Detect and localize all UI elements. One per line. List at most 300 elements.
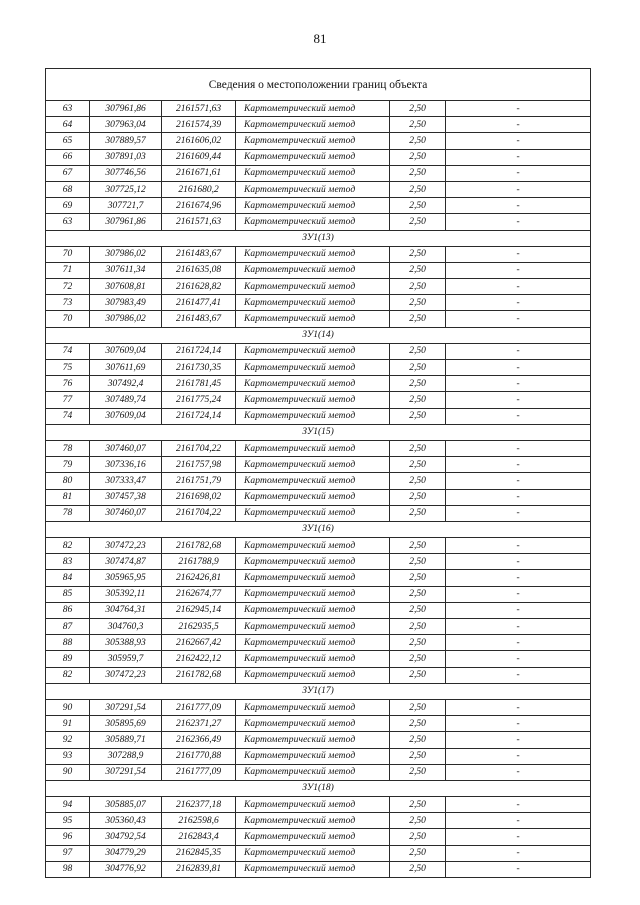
- accuracy-cell: 2,50: [390, 392, 446, 408]
- accuracy-cell: 2,50: [390, 408, 446, 424]
- method-cell: Картометрический метод: [236, 813, 390, 829]
- table-row: [46, 602, 591, 618]
- description-cell: -: [446, 651, 591, 667]
- coord-y-cell: 2161571,63: [162, 101, 236, 117]
- method-cell: Картометрический метод: [236, 360, 390, 376]
- description-cell: -: [446, 117, 591, 133]
- coord-y-cell: 2161609,44: [162, 149, 236, 165]
- method-cell: Картометрический метод: [236, 586, 390, 602]
- coord-x-cell: 307725,12: [90, 181, 162, 197]
- point-number-cell: 82: [46, 538, 90, 554]
- table-row: [46, 181, 591, 197]
- description-cell: -: [446, 586, 591, 602]
- description-cell: -: [446, 505, 591, 521]
- coord-y-cell: 2162598,6: [162, 813, 236, 829]
- coord-y-cell: 2162674,77: [162, 586, 236, 602]
- table-row: [46, 295, 591, 311]
- accuracy-cell: 2,50: [390, 716, 446, 732]
- description-cell: -: [446, 311, 591, 327]
- method-cell: Картометрический метод: [236, 797, 390, 813]
- description-cell: -: [446, 538, 591, 554]
- method-cell: Картометрический метод: [236, 602, 390, 618]
- coord-x-cell: 305895,69: [90, 716, 162, 732]
- accuracy-cell: 2,50: [390, 813, 446, 829]
- method-cell: Картометрический метод: [236, 376, 390, 392]
- accuracy-cell: 2,50: [390, 149, 446, 165]
- table-row: [46, 149, 591, 165]
- point-number-cell: 93: [46, 748, 90, 764]
- coord-y-cell: 2161782,68: [162, 667, 236, 683]
- table-row: [46, 570, 591, 586]
- description-cell: -: [446, 279, 591, 295]
- coord-y-cell: 2161674,96: [162, 198, 236, 214]
- coord-x-cell: 307291,54: [90, 764, 162, 780]
- coord-x-cell: 305388,93: [90, 635, 162, 651]
- coord-x-cell: 307611,34: [90, 262, 162, 278]
- coord-y-cell: 2161698,02: [162, 489, 236, 505]
- method-cell: Картометрический метод: [236, 554, 390, 570]
- point-number-cell: 75: [46, 360, 90, 376]
- coord-x-cell: 307472,23: [90, 538, 162, 554]
- description-cell: -: [446, 602, 591, 618]
- point-number-cell: 67: [46, 165, 90, 181]
- point-number-cell: 92: [46, 732, 90, 748]
- coord-y-cell: 2161671,61: [162, 165, 236, 181]
- method-cell: Картометрический метод: [236, 619, 390, 635]
- accuracy-cell: 2,50: [390, 133, 446, 149]
- description-cell: -: [446, 813, 591, 829]
- accuracy-cell: 2,50: [390, 279, 446, 295]
- table-row: [46, 748, 591, 764]
- table-row: [46, 440, 591, 456]
- accuracy-cell: 2,50: [390, 586, 446, 602]
- description-cell: -: [446, 165, 591, 181]
- table-row: [46, 554, 591, 570]
- accuracy-cell: 2,50: [390, 165, 446, 181]
- coord-y-cell: 2162945,14: [162, 602, 236, 618]
- point-number-cell: 74: [46, 408, 90, 424]
- coord-x-cell: 307961,86: [90, 214, 162, 230]
- table-row: [46, 117, 591, 133]
- coord-y-cell: 2162371,27: [162, 716, 236, 732]
- point-number-cell: 69: [46, 198, 90, 214]
- coord-x-cell: 307889,57: [90, 133, 162, 149]
- accuracy-cell: 2,50: [390, 732, 446, 748]
- method-cell: Картометрический метод: [236, 651, 390, 667]
- coord-x-cell: 307986,02: [90, 246, 162, 262]
- point-number-cell: 86: [46, 602, 90, 618]
- point-number-cell: 68: [46, 181, 90, 197]
- table-row: [46, 279, 591, 295]
- coord-x-cell: 307983,49: [90, 295, 162, 311]
- accuracy-cell: 2,50: [390, 764, 446, 780]
- description-cell: -: [446, 214, 591, 230]
- coord-x-cell: 307472,23: [90, 667, 162, 683]
- description-cell: -: [446, 101, 591, 117]
- coord-y-cell: 2162667,42: [162, 635, 236, 651]
- coord-x-cell: 304764,31: [90, 602, 162, 618]
- description-cell: -: [446, 133, 591, 149]
- accuracy-cell: 2,50: [390, 651, 446, 667]
- table-row: [46, 311, 591, 327]
- point-number-cell: 77: [46, 392, 90, 408]
- table-row: [46, 165, 591, 181]
- description-cell: -: [446, 699, 591, 715]
- method-cell: Картометрический метод: [236, 748, 390, 764]
- section-row: [46, 424, 591, 440]
- point-number-cell: 65: [46, 133, 90, 149]
- accuracy-cell: 2,50: [390, 246, 446, 262]
- description-cell: -: [446, 343, 591, 359]
- description-cell: -: [446, 392, 591, 408]
- coord-y-cell: 2161628,82: [162, 279, 236, 295]
- table-row: [46, 489, 591, 505]
- method-cell: Картометрический метод: [236, 246, 390, 262]
- accuracy-cell: 2,50: [390, 376, 446, 392]
- point-number-cell: 70: [46, 311, 90, 327]
- coord-y-cell: 2161724,14: [162, 408, 236, 424]
- coord-x-cell: 307460,07: [90, 505, 162, 521]
- method-cell: Картометрический метод: [236, 570, 390, 586]
- description-cell: -: [446, 376, 591, 392]
- description-cell: -: [446, 829, 591, 845]
- boundary-table: [45, 68, 591, 878]
- coord-x-cell: 307609,04: [90, 343, 162, 359]
- description-cell: -: [446, 262, 591, 278]
- description-cell: -: [446, 554, 591, 570]
- description-cell: -: [446, 764, 591, 780]
- coord-x-cell: 307721,7: [90, 198, 162, 214]
- description-cell: -: [446, 861, 591, 877]
- coord-x-cell: 307963,04: [90, 117, 162, 133]
- coord-y-cell: 2162366,49: [162, 732, 236, 748]
- section-row: [46, 780, 591, 796]
- method-cell: Картометрический метод: [236, 716, 390, 732]
- accuracy-cell: 2,50: [390, 619, 446, 635]
- table-title: Сведения о местоположении границ объекта: [46, 69, 591, 101]
- accuracy-cell: 2,50: [390, 602, 446, 618]
- point-number-cell: 78: [46, 505, 90, 521]
- section-label: ЗУ1(13): [46, 230, 591, 246]
- method-cell: Картометрический метод: [236, 505, 390, 521]
- point-number-cell: 71: [46, 262, 90, 278]
- method-cell: Картометрический метод: [236, 165, 390, 181]
- coord-x-cell: 307288,9: [90, 748, 162, 764]
- table-row: [46, 246, 591, 262]
- method-cell: Картометрический метод: [236, 101, 390, 117]
- coord-x-cell: 305889,71: [90, 732, 162, 748]
- accuracy-cell: 2,50: [390, 748, 446, 764]
- point-number-cell: 63: [46, 101, 90, 117]
- method-cell: Картометрический метод: [236, 457, 390, 473]
- accuracy-cell: 2,50: [390, 181, 446, 197]
- point-number-cell: 76: [46, 376, 90, 392]
- coord-x-cell: 307611,69: [90, 360, 162, 376]
- point-number-cell: 81: [46, 489, 90, 505]
- accuracy-cell: 2,50: [390, 667, 446, 683]
- table-row: [46, 262, 591, 278]
- accuracy-cell: 2,50: [390, 311, 446, 327]
- method-cell: Картометрический метод: [236, 311, 390, 327]
- point-number-cell: 66: [46, 149, 90, 165]
- accuracy-cell: 2,50: [390, 829, 446, 845]
- coord-x-cell: 304779,29: [90, 845, 162, 861]
- table-row: [46, 586, 591, 602]
- section-label: ЗУ1(14): [46, 327, 591, 343]
- method-cell: Картометрический метод: [236, 538, 390, 554]
- accuracy-cell: 2,50: [390, 457, 446, 473]
- description-cell: -: [446, 440, 591, 456]
- table-row: [46, 101, 591, 117]
- description-cell: -: [446, 408, 591, 424]
- point-number-cell: 94: [46, 797, 90, 813]
- description-cell: -: [446, 246, 591, 262]
- coord-y-cell: 2161477,41: [162, 295, 236, 311]
- coord-y-cell: 2161775,24: [162, 392, 236, 408]
- table-row: [46, 797, 591, 813]
- point-number-cell: 85: [46, 586, 90, 602]
- coord-y-cell: 2161483,67: [162, 311, 236, 327]
- description-cell: -: [446, 667, 591, 683]
- coord-y-cell: 2161571,63: [162, 214, 236, 230]
- description-cell: -: [446, 198, 591, 214]
- section-row: [46, 683, 591, 699]
- accuracy-cell: 2,50: [390, 101, 446, 117]
- coord-x-cell: 304776,92: [90, 861, 162, 877]
- coord-y-cell: 2162839,81: [162, 861, 236, 877]
- table-row: [46, 473, 591, 489]
- accuracy-cell: 2,50: [390, 117, 446, 133]
- method-cell: Картометрический метод: [236, 149, 390, 165]
- point-number-cell: 79: [46, 457, 90, 473]
- table-row: [46, 376, 591, 392]
- coord-y-cell: 2161574,39: [162, 117, 236, 133]
- description-cell: -: [446, 181, 591, 197]
- table-row: [46, 829, 591, 845]
- method-cell: Картометрический метод: [236, 214, 390, 230]
- coord-y-cell: 2161757,98: [162, 457, 236, 473]
- coord-y-cell: 2162843,4: [162, 829, 236, 845]
- method-cell: Картометрический метод: [236, 764, 390, 780]
- description-cell: -: [446, 635, 591, 651]
- description-cell: -: [446, 716, 591, 732]
- table-row: [46, 699, 591, 715]
- description-cell: -: [446, 845, 591, 861]
- point-number-cell: 74: [46, 343, 90, 359]
- table-row: [46, 133, 591, 149]
- section-row: [46, 327, 591, 343]
- coord-y-cell: 2161724,14: [162, 343, 236, 359]
- coord-x-cell: 307746,56: [90, 165, 162, 181]
- point-number-cell: 98: [46, 861, 90, 877]
- accuracy-cell: 2,50: [390, 360, 446, 376]
- method-cell: Картометрический метод: [236, 829, 390, 845]
- coord-x-cell: 307986,02: [90, 311, 162, 327]
- point-number-cell: 96: [46, 829, 90, 845]
- point-number-cell: 89: [46, 651, 90, 667]
- point-number-cell: 91: [46, 716, 90, 732]
- coord-x-cell: 305392,11: [90, 586, 162, 602]
- method-cell: Картометрический метод: [236, 392, 390, 408]
- accuracy-cell: 2,50: [390, 554, 446, 570]
- description-cell: -: [446, 295, 591, 311]
- coord-x-cell: 307457,38: [90, 489, 162, 505]
- description-cell: -: [446, 619, 591, 635]
- method-cell: Картометрический метод: [236, 732, 390, 748]
- coord-x-cell: 304760,3: [90, 619, 162, 635]
- accuracy-cell: 2,50: [390, 861, 446, 877]
- description-cell: -: [446, 570, 591, 586]
- page-number: 81: [313, 31, 327, 46]
- coord-y-cell: 2161770,88: [162, 748, 236, 764]
- description-cell: -: [446, 473, 591, 489]
- point-number-cell: 87: [46, 619, 90, 635]
- coord-x-cell: 307474,87: [90, 554, 162, 570]
- coord-x-cell: 307333,47: [90, 473, 162, 489]
- table-row: [46, 651, 591, 667]
- method-cell: Картометрический метод: [236, 667, 390, 683]
- description-cell: -: [446, 489, 591, 505]
- point-number-cell: 90: [46, 699, 90, 715]
- accuracy-cell: 2,50: [390, 505, 446, 521]
- table-row: [46, 198, 591, 214]
- method-cell: Картометрический метод: [236, 473, 390, 489]
- table-row: [46, 505, 591, 521]
- method-cell: Картометрический метод: [236, 440, 390, 456]
- coord-x-cell: 307460,07: [90, 440, 162, 456]
- accuracy-cell: 2,50: [390, 635, 446, 651]
- method-cell: Картометрический метод: [236, 845, 390, 861]
- accuracy-cell: 2,50: [390, 489, 446, 505]
- method-cell: Картометрический метод: [236, 133, 390, 149]
- coord-x-cell: 307609,04: [90, 408, 162, 424]
- table-row: [46, 619, 591, 635]
- coord-x-cell: 307291,54: [90, 699, 162, 715]
- coord-y-cell: 2161751,79: [162, 473, 236, 489]
- point-number-cell: 64: [46, 117, 90, 133]
- coord-y-cell: 2162377,18: [162, 797, 236, 813]
- method-cell: Картометрический метод: [236, 408, 390, 424]
- accuracy-cell: 2,50: [390, 473, 446, 489]
- table-row: [46, 764, 591, 780]
- table-row: [46, 732, 591, 748]
- point-number-cell: 97: [46, 845, 90, 861]
- section-label: ЗУ1(18): [46, 780, 591, 796]
- coord-y-cell: 2161782,68: [162, 538, 236, 554]
- table-row: [46, 845, 591, 861]
- point-number-cell: 70: [46, 246, 90, 262]
- table-row: [46, 408, 591, 424]
- table-row: [46, 360, 591, 376]
- coord-x-cell: 307489,74: [90, 392, 162, 408]
- description-cell: -: [446, 797, 591, 813]
- coord-x-cell: 305965,95: [90, 570, 162, 586]
- table-row: [46, 392, 591, 408]
- point-number-cell: 80: [46, 473, 90, 489]
- coord-x-cell: 307891,03: [90, 149, 162, 165]
- point-number-cell: 73: [46, 295, 90, 311]
- method-cell: Картометрический метод: [236, 635, 390, 651]
- table-row: [46, 214, 591, 230]
- description-cell: -: [446, 457, 591, 473]
- coord-y-cell: 2161606,02: [162, 133, 236, 149]
- point-number-cell: 82: [46, 667, 90, 683]
- coord-y-cell: 2162426,81: [162, 570, 236, 586]
- coord-x-cell: 305885,07: [90, 797, 162, 813]
- accuracy-cell: 2,50: [390, 295, 446, 311]
- point-number-cell: 83: [46, 554, 90, 570]
- accuracy-cell: 2,50: [390, 845, 446, 861]
- table-row: [46, 813, 591, 829]
- accuracy-cell: 2,50: [390, 440, 446, 456]
- accuracy-cell: 2,50: [390, 198, 446, 214]
- coord-y-cell: 2162845,35: [162, 845, 236, 861]
- coord-y-cell: 2161704,22: [162, 440, 236, 456]
- accuracy-cell: 2,50: [390, 699, 446, 715]
- method-cell: Картометрический метод: [236, 861, 390, 877]
- point-number-cell: 72: [46, 279, 90, 295]
- section-label: ЗУ1(16): [46, 521, 591, 537]
- method-cell: Картометрический метод: [236, 489, 390, 505]
- table-row: [46, 538, 591, 554]
- table-row: [46, 343, 591, 359]
- coord-x-cell: 307492,4: [90, 376, 162, 392]
- coord-x-cell: 305360,43: [90, 813, 162, 829]
- table-row: [46, 716, 591, 732]
- point-number-cell: 95: [46, 813, 90, 829]
- coord-y-cell: 2161777,09: [162, 699, 236, 715]
- coord-x-cell: 305959,7: [90, 651, 162, 667]
- method-cell: Картометрический метод: [236, 117, 390, 133]
- accuracy-cell: 2,50: [390, 538, 446, 554]
- method-cell: Картометрический метод: [236, 181, 390, 197]
- method-cell: Картометрический метод: [236, 262, 390, 278]
- accuracy-cell: 2,50: [390, 343, 446, 359]
- point-number-cell: 63: [46, 214, 90, 230]
- section-row: [46, 521, 591, 537]
- accuracy-cell: 2,50: [390, 570, 446, 586]
- method-cell: Картометрический метод: [236, 343, 390, 359]
- section-label: ЗУ1(15): [46, 424, 591, 440]
- coord-y-cell: 2161730,35: [162, 360, 236, 376]
- coord-y-cell: 2161777,09: [162, 764, 236, 780]
- description-cell: -: [446, 360, 591, 376]
- accuracy-cell: 2,50: [390, 214, 446, 230]
- description-cell: -: [446, 748, 591, 764]
- method-cell: Картометрический метод: [236, 295, 390, 311]
- table-row: [46, 667, 591, 683]
- method-cell: Картометрический метод: [236, 279, 390, 295]
- coord-x-cell: 307336,16: [90, 457, 162, 473]
- coord-x-cell: 304792,54: [90, 829, 162, 845]
- coord-y-cell: 2161704,22: [162, 505, 236, 521]
- table-row: [46, 861, 591, 877]
- coord-y-cell: 2161781,45: [162, 376, 236, 392]
- section-label: ЗУ1(17): [46, 683, 591, 699]
- section-row: [46, 230, 591, 246]
- method-cell: Картометрический метод: [236, 198, 390, 214]
- coord-x-cell: 307961,86: [90, 101, 162, 117]
- description-cell: -: [446, 149, 591, 165]
- coord-y-cell: 2161483,67: [162, 246, 236, 262]
- accuracy-cell: 2,50: [390, 262, 446, 278]
- coord-y-cell: 2161635,08: [162, 262, 236, 278]
- coord-x-cell: 307608,81: [90, 279, 162, 295]
- point-number-cell: 88: [46, 635, 90, 651]
- method-cell: Картометрический метод: [236, 699, 390, 715]
- table-row: [46, 635, 591, 651]
- description-cell: -: [446, 732, 591, 748]
